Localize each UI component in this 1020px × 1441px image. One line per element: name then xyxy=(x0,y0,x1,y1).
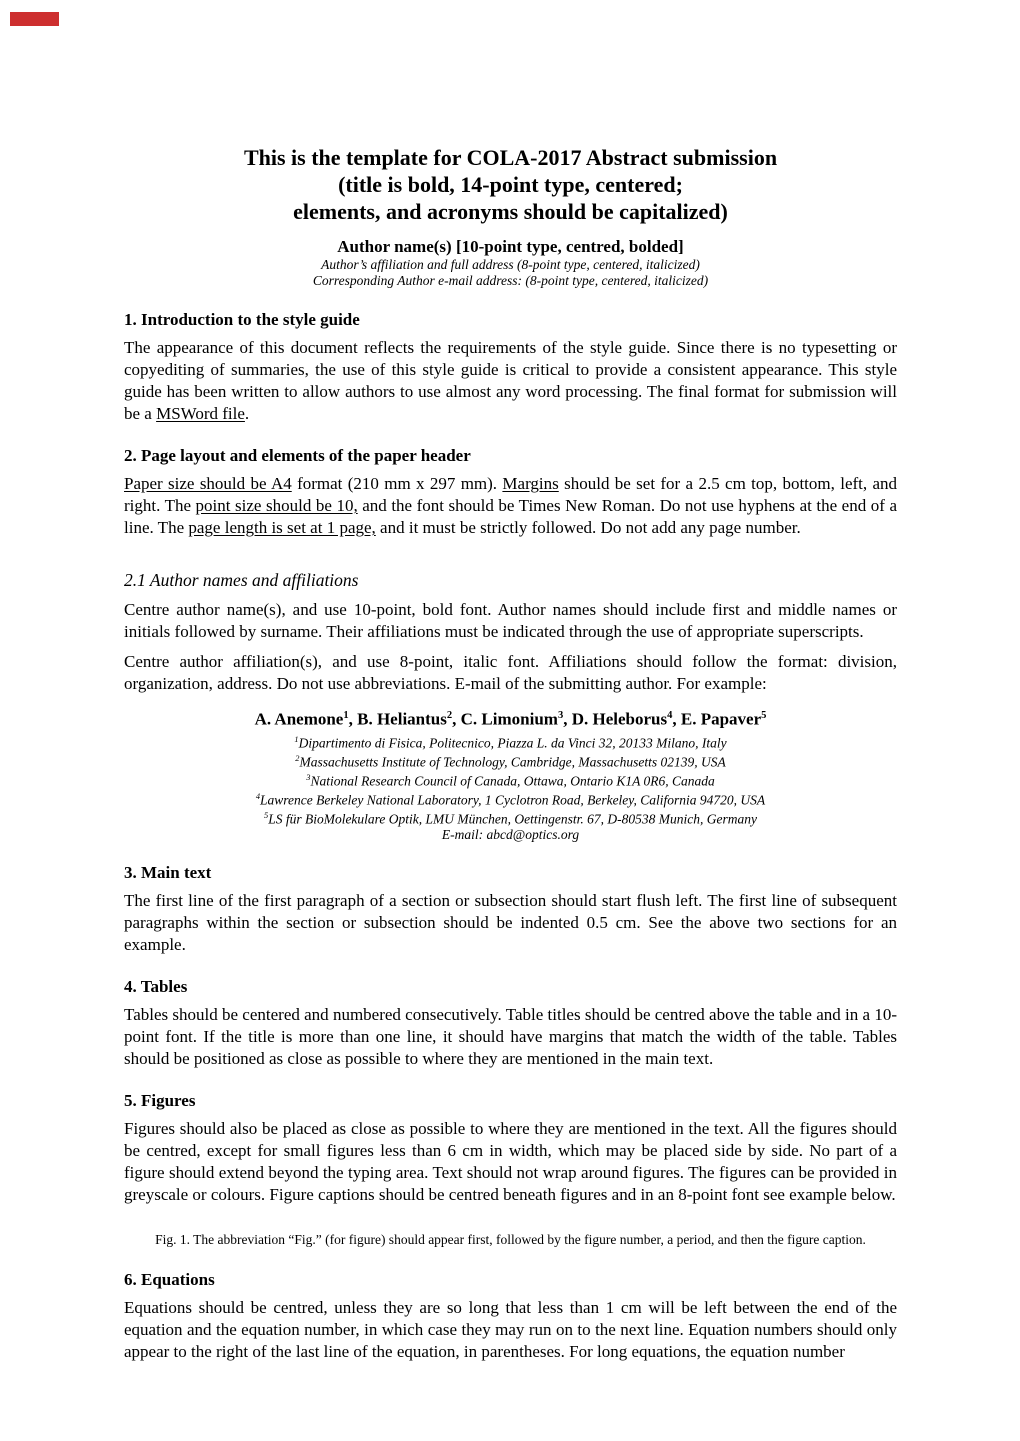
example-author-names xyxy=(124,705,897,730)
text-run: National Research Council of Canada, Ottawa, Ontario K1A 0R6, Canada xyxy=(310,773,715,789)
text-run: , D. Heleborus xyxy=(563,709,668,729)
doc-title xyxy=(124,144,897,225)
superscript: 5 xyxy=(761,710,767,721)
section-5-body: Figures should also be placed as close as possible to where they are mentioned in the text. All the figures should be centred, except for small figures less than 6 cm in width, which may be placed side by side. No part of a figure should extend beyond the typing area. Text should not wrap around figures. The figures can be provided in greyscale or colours. Figure captions should be centred beneath figures and in an 8-point font see example below. xyxy=(124,1119,897,1205)
example-affiliation-3 xyxy=(124,770,897,789)
text-run: The appearance of this document reflects the requirements of the style guide. Since there is no typesetting or copyediting of summaries, the use of this style guide is critical to provide a consistent appearance. This style guide has been written to allow authors to use almost any word processing. The final format for submission will be a xyxy=(124,338,897,423)
red-marker xyxy=(10,12,59,26)
text-run: A. Anemone xyxy=(254,709,344,729)
text-run: Lawrence Berkeley National Laboratory, 1 Cyclotron Road, Berkeley, California 94720, USA xyxy=(260,792,766,808)
section-5-heading: 5. Figures xyxy=(124,1091,196,1111)
example-affiliation-5 xyxy=(124,808,897,827)
example-affiliation-2 xyxy=(124,751,897,770)
doc-title-line-2: (title is bold, 14-point type, centered; xyxy=(338,172,683,197)
underlined-text: Margins xyxy=(502,474,559,493)
underlined-text: page length is set at 1 page, xyxy=(188,518,376,537)
doc-title-line-3: elements, and acronyms should be capitalized) xyxy=(293,199,728,224)
text-run: Massachusetts Institute of Technology, Cambridge, Massachusetts 02139, USA xyxy=(299,754,726,770)
superscript: 2 xyxy=(295,753,300,763)
section-1-heading: 1. Introduction to the style guide xyxy=(124,310,360,329)
author-name-line: Author name(s) [10-point type, centred, bolded] xyxy=(337,237,684,256)
superscript: 1 xyxy=(294,734,299,744)
section-6-body: Equations should be centred, unless they are so long that less than 1 cm will be left between the end of the equation and the equation number, in which case they may run on to the next line. Equation numbers should only appear to the right of the last line of the equation, in parentheses. For long equations, the equation number xyxy=(124,1298,897,1362)
text-run: , C. Limonium xyxy=(452,709,558,729)
text-run: . xyxy=(244,404,250,423)
page-content xyxy=(124,0,897,1363)
underlined-text: point size should be 10, xyxy=(195,496,358,515)
superscript: 3 xyxy=(557,710,564,721)
text-run: and the font should be Times New Roman. Do not use hyphens at the end of a line. The xyxy=(124,496,897,537)
section-2-1-para-2: Centre author affiliation(s), and use 8-point, italic font. Affiliations should follow the format: division, organization, address. Do not use abbreviations. E-mail of the submitting author. For example: xyxy=(124,652,897,693)
section-2-heading: 2. Page layout and elements of the paper header xyxy=(124,446,471,465)
text-run: and it must be strictly followed. Do not add any page number. xyxy=(375,518,801,537)
superscript: 1 xyxy=(343,710,349,721)
text-run: LS für BioMolekulare Optik, LMU München, Oettingenstr. 67, D-80538 Munich, Germany xyxy=(268,811,757,827)
section-2-body xyxy=(124,473,897,539)
example-email-line: E-mail: abcd@optics.org xyxy=(441,826,580,842)
section-3-heading: 3. Main text xyxy=(124,863,212,883)
underlined-text: MSWord file xyxy=(156,404,245,423)
figure-1-caption: Fig. 1. The abbreviation “Fig.” (for figure) should appear first, followed by the figure number, a period, and then the figure caption. xyxy=(155,1232,866,1248)
superscript: 4 xyxy=(667,710,673,721)
text-run: Dipartimento di Fisica, Politecnico, Piazza L. da Vinci 32, 20133 Milano, Italy xyxy=(298,735,727,751)
text-run: should be set for a 2.5 cm top, bottom, left, and right. The xyxy=(124,474,898,515)
superscript: 3 xyxy=(306,772,311,782)
doc-title-line-1: This is the template for COLA-2017 Abstract submission xyxy=(243,145,778,170)
section-4-body: Tables should be centered and numbered consecutively. Table titles should be centred above the table and in a 10-point font. If the title is more than one line, it should have margins that match the width of the table. Tables should be positioned as close as possible to where they are mentioned in the main text. xyxy=(124,1005,897,1069)
section-6-heading: 6. Equations xyxy=(124,1270,215,1290)
corresponding-email-line: Corresponding Author e-mail address: (8-point type, centered, italicized) xyxy=(312,273,709,288)
example-affiliation-1 xyxy=(124,732,897,751)
text-run: , E. Papaver xyxy=(672,709,762,729)
author-affiliation-line: Author’s affiliation and full address (8-point type, centered, italicized) xyxy=(321,257,700,272)
text-run: format (210 mm x 297 mm). xyxy=(291,474,503,493)
superscript: 2 xyxy=(446,710,453,721)
section-2-1-heading: 2.1 Author names and affiliations xyxy=(124,570,359,590)
section-3-body: The first line of the first paragraph of a section or subsection should start flush left. The first line of subsequent paragraphs within the section or subsection should be indented 0.5 cm. See the above two sections for an example. xyxy=(124,891,897,955)
superscript: 4 xyxy=(255,791,260,801)
underlined-text: Paper size should be A4 xyxy=(124,474,292,493)
superscript: 5 xyxy=(264,810,269,820)
section-1-body xyxy=(124,337,897,425)
section-2-1-para-1: Centre author name(s), and use 10-point, bold font. Author names should include first and middle names or initials followed by surname. Their affiliations must be indicated through the use of appropriate superscripts. xyxy=(124,600,897,641)
text-run: , B. Heliantus xyxy=(348,709,447,729)
example-affiliation-4 xyxy=(124,789,897,808)
section-4-heading: 4. Tables xyxy=(124,977,188,997)
